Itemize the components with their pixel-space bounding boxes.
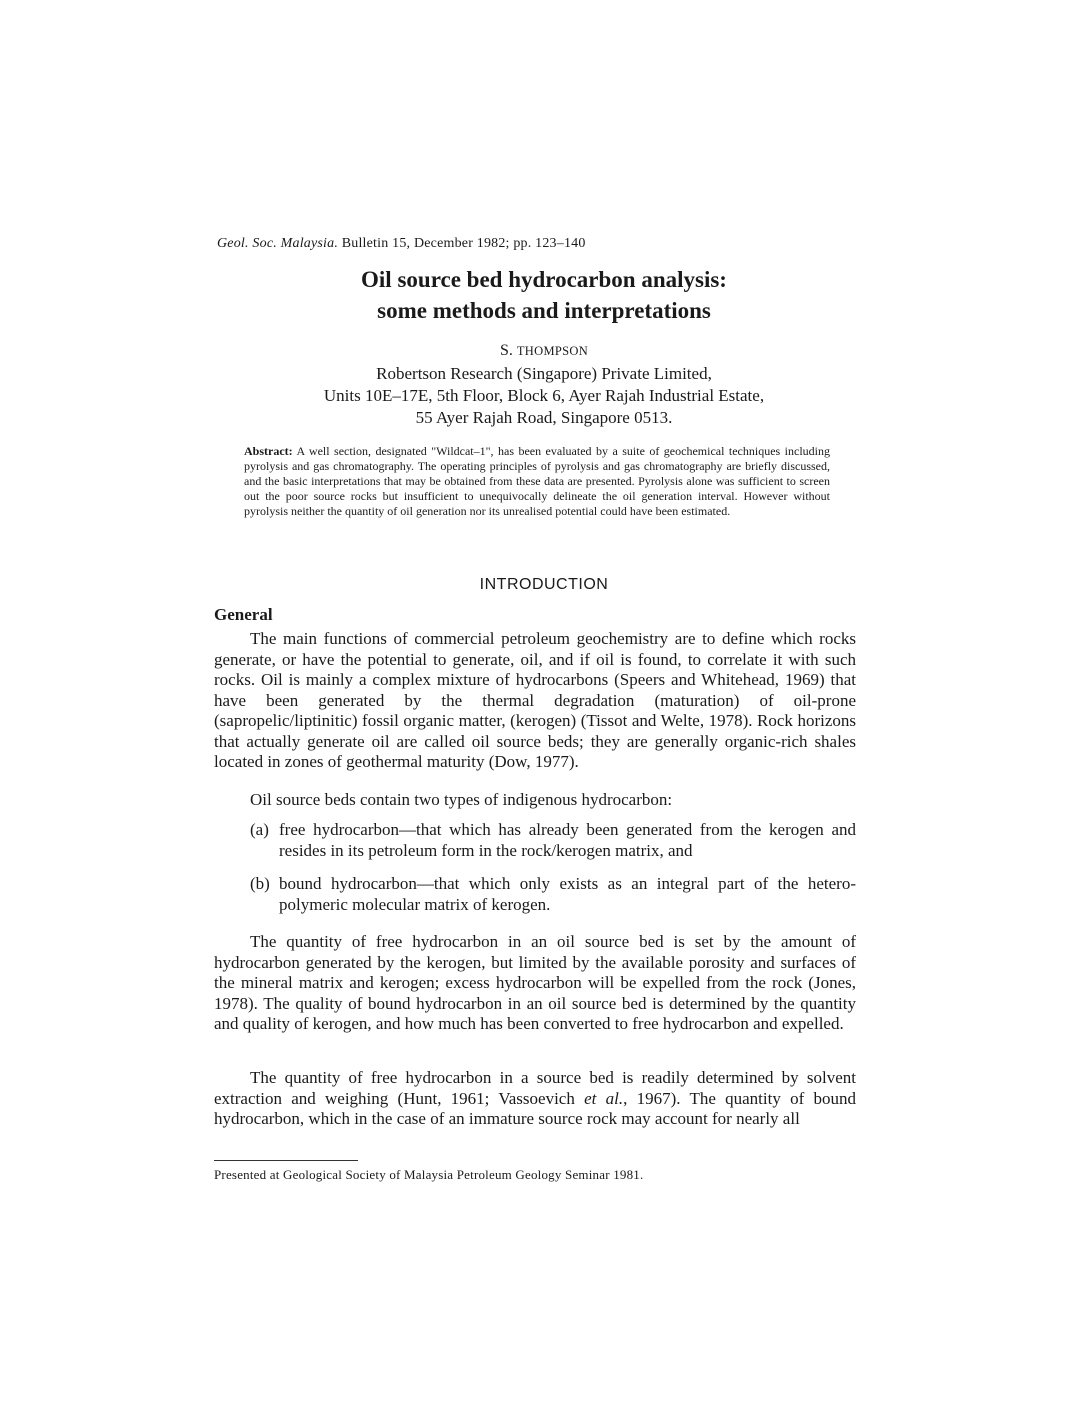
paragraph-4-text-b: , 1967). The quantity of bound hydrocarbon, which in the case of an immature source rock may account for nearly all — [214, 1088, 856, 1128]
paragraph-4 — [214, 1068, 856, 1130]
subsection-heading: General — [214, 605, 273, 624]
footnote: Presented at Geological Society of Malaysia Petroleum Geology Seminar 1981. — [214, 1167, 644, 1182]
paragraph-2: Oil source beds contain two types of indigenous hydrocarbon: — [250, 790, 673, 809]
citation-details: Bulletin 15, December 1982; pp. 123–140 — [338, 236, 586, 251]
paragraph-3: The quantity of free hydrocarbon in an oil source bed is set by the amount of hydrocarbon generated by the kerogen, but limited by the available porosity and surfaces of the mineral matrix and kerogen; excess hydrocarbon will be expelled from the rock (Jones, 1978). The quality of bound hydrocarbon in an oil source bed is determined by the quantity and quality of kerogen, and how much has been converted to free hydrocarbon and expelled. — [214, 932, 856, 1033]
author-initial: S. — [499, 342, 517, 359]
list-item-label: (a) — [250, 820, 269, 839]
journal-citation — [217, 236, 586, 252]
footnote-rule — [214, 1160, 358, 1161]
list-item-label: (b) — [250, 874, 270, 893]
affiliation-line-1: Robertson Research (Singapore) Private Limited, — [376, 364, 712, 383]
journal-name: Geol. Soc. Malaysia. — [217, 236, 339, 251]
paragraph-1: The main functions of commercial petroleum geochemistry are to define which rocks generate, or have the potential to generate, oil, and if oil is found, to correlate it with such rocks. Oil is mainly a complex mixture of hydrocarbons (Speers and Whitehead, 1969) that have been generated by the thermal degradation (maturation) of oil-prone (sapropelic/liptinitic) fossil organic matter, (kerogen) (Tissot and Welte, 1978). Rock horizons that actually generate oil are called oil source beds; they are generally organic-rich shales located in zones of geothermal maturity (Dow, 1977). — [214, 629, 856, 771]
list-item-text: bound hydrocarbon—that which only exists as an integral part of the hetero-polymeric molecular matrix of kerogen. — [279, 874, 856, 914]
abstract-text: A well section, designated "Wildcat–1", has been evaluated by a suite of geochemical techniques including pyrolysis and gas chromatography. The operating principles of pyrolysis and gas chromatography are briefly discussed, and the basic interpretations that may be obtained from these data are presented. Pyrolysis alone was sufficient to screen out the poor source rocks but insufficient to unequivocally delineate the oil generation interval. However without pyrolysis neither the quantity of oil generation nor its unrealised potential could have been estimated. — [244, 444, 830, 518]
list-item — [250, 874, 856, 915]
paragraph-4-italic: et al. — [584, 1088, 624, 1108]
list-item-text: free hydrocarbon—that which has already been generated from the kerogen and resides in its petroleum form in the rock/kerogen matrix, and — [279, 820, 856, 860]
abstract-label: Abstract: — [244, 444, 293, 458]
paper-title-line-1: Oil source bed hydrocarbon analysis: — [361, 267, 727, 292]
list-item — [250, 820, 856, 861]
section-heading: INTRODUCTION — [479, 576, 609, 593]
author-name — [0, 342, 1088, 360]
abstract — [244, 444, 830, 519]
affiliation-line-3: 55 Ayer Rajah Road, Singapore 0513. — [415, 408, 673, 427]
author-surname: THOMPSON — [516, 344, 589, 358]
affiliation-line-2: Units 10E–17E, 5th Floor, Block 6, Ayer Rajah Industrial Estate, — [323, 386, 765, 405]
paper-title-line-2: some methods and interpretations — [377, 298, 711, 323]
paragraph-4-text-a: The quantity of free hydrocarbon in a source bed is readily determined by solvent extraction and weighing (Hunt, 1961; Vassoevich — [214, 1068, 856, 1108]
